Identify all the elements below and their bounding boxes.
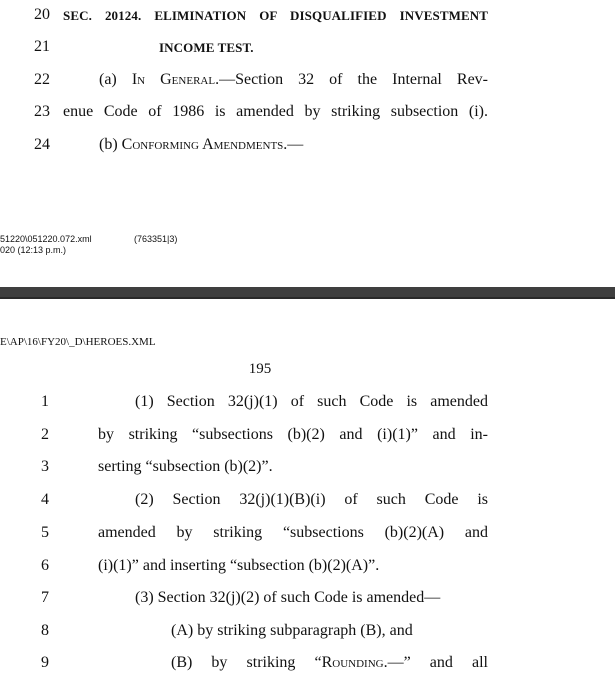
subsection-b-dash: .— [283, 136, 304, 153]
text-line: (3) Section 32(j)(2) of such Code is amended— [135, 589, 441, 606]
line-number: 2 [41, 426, 49, 443]
text-line [98, 425, 488, 445]
section-heading-text: SEC. 20124. ELIMINATION OF DISQUALIFIED INVESTMENT [63, 8, 488, 23]
footer-datetime: 020 (12:13 p.m.) [0, 245, 67, 255]
upper-page [0, 0, 615, 287]
text-line-content: (1) Section 32(j)(1) of such Code is amended [135, 393, 488, 410]
line-number: 6 [41, 557, 49, 574]
line-number: 7 [41, 589, 49, 606]
text-line: (i)(1)” and inserting “subsection (b)(2)(A)”. [98, 557, 380, 574]
footer-file: 51220\051220.072.xml [0, 234, 92, 244]
page-number: 195 [248, 361, 272, 377]
text-part: .—” and all [383, 654, 488, 671]
line-number: 8 [41, 622, 49, 639]
subsection-a-label: (a) [99, 71, 132, 88]
page-separator [0, 287, 615, 299]
line-number: 20 [34, 6, 50, 23]
text-line [171, 653, 488, 673]
text-line-content: enue Code of 1986 is amended by striking subsection (i). [63, 103, 488, 120]
text-line [98, 523, 488, 543]
subsection-a-text [99, 70, 488, 90]
text-part-smallcaps: Rounding [321, 654, 384, 671]
text-line: (A) by striking subparagraph (B), and [171, 622, 413, 639]
line-number: 4 [41, 491, 49, 508]
text-line [63, 102, 488, 122]
header-file-path: E\AP\16\FY20\_D\HEROES.XML [0, 336, 156, 348]
line-number: 22 [34, 71, 50, 88]
line-number: 24 [34, 136, 50, 153]
text-line-content: (2) Section 32(j)(1)(B)(i) of such Code is [135, 491, 488, 508]
text-part: (B) by striking “ [171, 654, 322, 671]
text-line-content: amended by striking “subsections (b)(2)(A) and [98, 524, 488, 541]
line-number: 5 [41, 524, 49, 541]
subsection-b-heading: Conforming Amendments [121, 136, 284, 153]
subsection-b-text [99, 135, 303, 155]
line-number: 3 [41, 458, 49, 475]
text-line [135, 392, 488, 412]
section-heading [63, 6, 488, 26]
line-number: 21 [34, 38, 50, 55]
text-line [135, 490, 488, 510]
line-number: 23 [34, 103, 50, 120]
section-heading-continued: INCOME TEST. [159, 40, 254, 55]
footer-code: (763351|3) [134, 234, 178, 244]
line-number: 9 [41, 654, 49, 671]
subsection-b-label: (b) [99, 136, 122, 153]
subsection-a-heading: In General [131, 71, 216, 88]
text-line-content: by striking “subsections (b)(2) and (i)(1)” and in- [98, 426, 488, 443]
subsection-a-body: .—Section 32 of the Internal Rev- [215, 71, 489, 88]
line-number: 1 [41, 393, 49, 410]
text-line: serting “subsection (b)(2)”. [98, 458, 273, 475]
